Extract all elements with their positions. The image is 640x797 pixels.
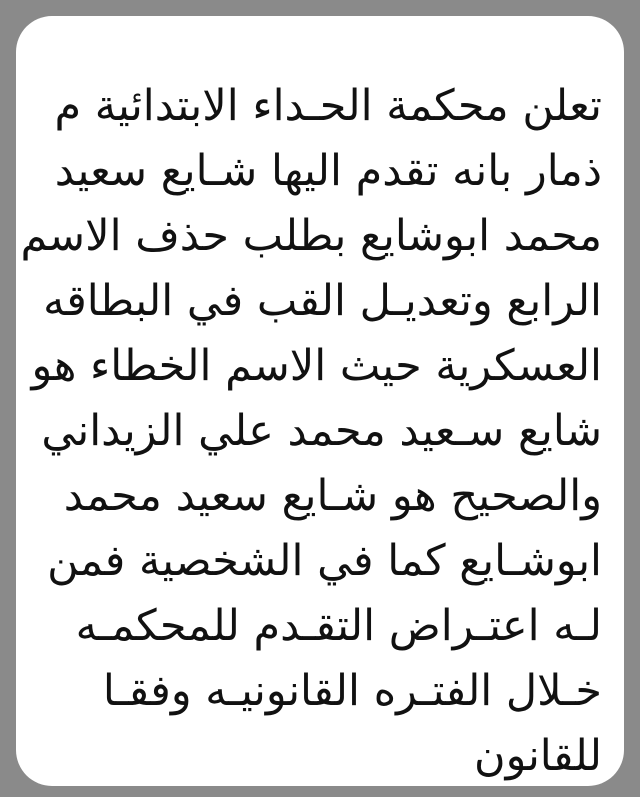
- notice-line-5: العسكرية حيث الاسم الخطاء هو: [31, 341, 602, 391]
- notice-line-7: والصحيح هو شـايع سعيد محمد: [63, 471, 602, 521]
- notice-line-6: شايع سـعيد محمد علي الزيداني: [41, 406, 602, 456]
- notice-line-11: للقانون: [474, 731, 602, 781]
- notice-line-8: ابوشـايع كما في الشخصية فمن: [47, 536, 602, 586]
- notice-line-9: لـه اعتـراض التقـدم للمحكمـه: [75, 601, 602, 651]
- notice-text-block: [20, 74, 602, 789]
- notice-line-3: محمد ابوشايع بطلب حذف الاسم: [20, 211, 602, 261]
- notice-card: [16, 16, 624, 786]
- notice-line-1: تعلن محكمة الحـداء الابتدائية م: [54, 81, 602, 131]
- notice-line-4: الرابع وتعديـل القب في البطاقه: [43, 276, 602, 326]
- notice-line-2: ذمار بانه تقدم اليها شـايع سعيد: [54, 146, 602, 196]
- notice-line-10: خـلال الفتـره القانونيـه وفقـا: [102, 666, 602, 716]
